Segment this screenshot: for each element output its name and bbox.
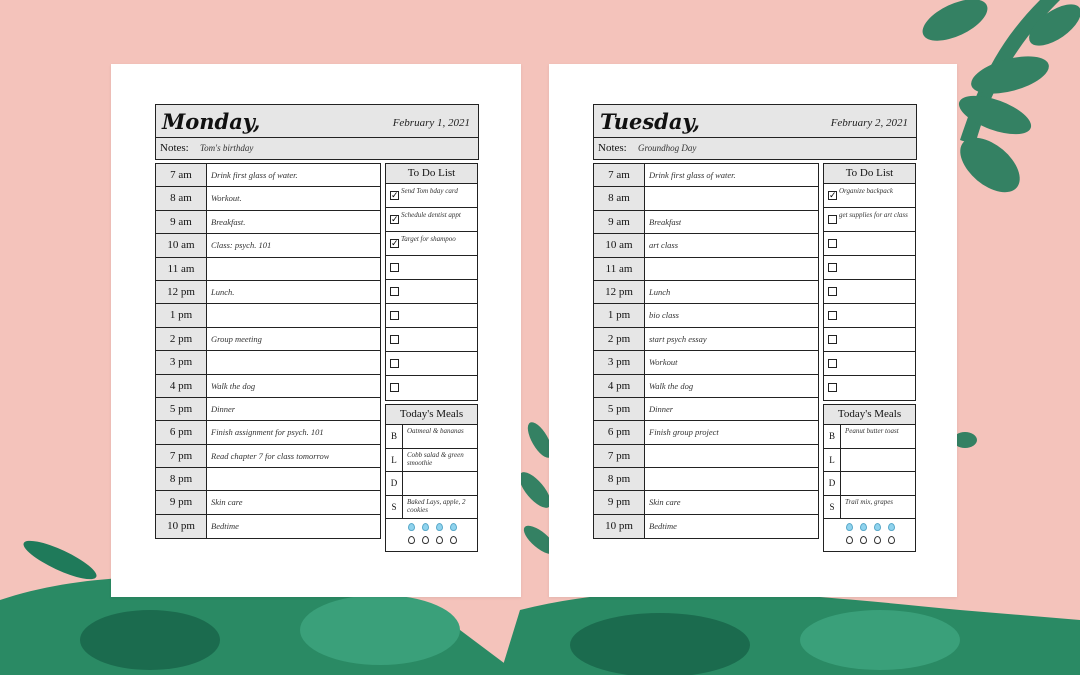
water-drop-icon[interactable] [422,536,429,544]
planner-date: February 2, 2021 [830,117,908,129]
water-tracker [386,519,477,551]
hour-label: 7 am [156,164,207,186]
todo-checkbox[interactable]: ✓ [391,214,399,224]
hour-label: 7 pm [594,445,645,467]
todo-item [824,256,915,280]
hour-label: 11 am [594,258,645,280]
todo-item [824,232,915,256]
hour-task-field[interactable]: Skin care [211,497,243,508]
todo-checkbox[interactable] [828,383,837,392]
hour-task-field[interactable]: Group meeting [211,333,262,344]
hour-task-field[interactable]: Lunch [649,286,671,297]
meal-text[interactable]: Trail mix, grapes [845,497,894,506]
todo-text[interactable]: get supplies for art class [839,211,908,219]
hour-label: 9 pm [594,491,645,513]
hour-label: 10 am [594,234,645,256]
day-title: Tuesday, [600,109,700,134]
hour-label: 3 pm [156,351,207,373]
hour-row [594,234,818,257]
hour-label: 5 pm [594,398,645,420]
hour-label: 8 pm [156,468,207,490]
hour-row [594,281,818,304]
hour-label: 10 pm [594,515,645,538]
todo-item [824,280,915,304]
hour-row [156,258,380,281]
meal-row [386,472,477,496]
hour-task-field[interactable]: Bedtime [211,520,239,531]
meal-letter: B [824,425,841,448]
meal-text[interactable]: Oatmeal & bananas [407,427,464,435]
planner-header [593,104,917,160]
planner-header [155,104,479,160]
hour-label: 9 am [594,211,645,233]
hour-row [594,258,818,281]
todo-text[interactable]: Organize backpack [839,187,893,195]
hour-task-field[interactable]: Class: psych. 101 [211,240,272,251]
hour-task-field[interactable]: Read chapter 7 for class tomorrow [211,450,330,461]
hour-label: 11 am [156,258,207,280]
meal-row [824,472,915,496]
hour-task-field[interactable]: Skin care [649,497,681,508]
water-drop-icon[interactable] [874,536,881,544]
hour-row [156,491,380,514]
meal-letter: B [386,425,403,448]
todo-text[interactable]: Send Tom bday card [401,187,458,195]
todo-item [386,280,477,304]
hour-label: 4 pm [594,375,645,397]
water-drop-icon[interactable] [888,536,895,544]
hour-row [156,211,380,234]
todo-item [386,376,477,400]
hour-label: 6 pm [594,421,645,443]
hour-label: 9 am [156,211,207,233]
todo-item [386,208,477,232]
water-drop-icon[interactable] [874,523,881,531]
hour-task-field[interactable]: Walk the dog [211,380,256,391]
todo-list [823,163,916,401]
hour-row [156,515,380,538]
todo-item [386,352,477,376]
meal-text[interactable]: Cobb salad & green smoothie [407,450,464,467]
hour-row [594,491,818,514]
todays-meals [385,404,478,552]
hourly-schedule [593,163,819,539]
meal-text[interactable]: Baked Lays, apple, 2 cookies [407,497,466,514]
daily-planner-monday [155,104,479,554]
todays-meals [823,404,916,552]
todo-checkbox[interactable] [828,239,837,248]
hour-label: 7 pm [156,445,207,467]
hour-task-field[interactable] [645,258,649,280]
hour-label: 7 am [594,164,645,186]
hour-row [156,187,380,210]
hourly-schedule [155,163,381,539]
hour-row [594,398,818,421]
water-drop-icon[interactable] [846,523,853,531]
hour-task-field[interactable]: Dinner [649,403,674,414]
meal-text[interactable] [841,472,847,495]
todo-list [385,163,478,401]
todo-checkbox[interactable] [390,359,399,368]
hour-task-field[interactable] [207,258,211,280]
water-drop-icon[interactable] [860,523,867,531]
hour-task-field[interactable] [207,468,211,490]
water-drop-icon[interactable] [450,536,457,544]
todo-item [824,208,915,232]
hour-row [594,421,818,444]
todo-checkbox[interactable]: ✓ [829,190,837,200]
notes-label: Notes: [160,142,189,154]
planner-sheet-tuesday [549,64,957,597]
meal-row [386,425,477,449]
hour-task-field[interactable] [645,187,649,209]
meal-row [824,496,915,520]
hour-label: 2 pm [594,328,645,350]
hour-task-field[interactable]: Drink first glass of water. [649,170,736,180]
hour-row [156,445,380,468]
water-drop-icon[interactable] [846,536,853,544]
todo-item [386,304,477,328]
notes-value: Groundhog Day [638,143,697,153]
hour-task-field[interactable]: bio class [649,310,679,321]
planner-date: February 1, 2021 [392,117,470,129]
todo-item [824,352,915,376]
todo-checkbox[interactable] [828,263,837,272]
meal-text[interactable]: Peanut butter toast [845,427,899,435]
meal-text[interactable] [403,472,409,495]
meal-letter: L [386,449,403,472]
hour-label: 9 pm [156,491,207,513]
hour-row [156,468,380,491]
water-drop-icon[interactable] [888,523,895,531]
hour-task-field[interactable]: Workout. [211,193,242,204]
planner-sheet-monday [111,64,521,597]
hour-task-field[interactable] [645,468,649,490]
hour-label: 4 pm [156,375,207,397]
todo-item [824,304,915,328]
day-title: Monday, [162,109,261,134]
hour-label: 8 am [156,187,207,209]
water-drop-icon[interactable] [422,523,429,531]
todo-checkbox[interactable] [390,263,399,272]
todo-checkbox[interactable] [828,359,837,368]
hour-task-field[interactable] [207,304,211,326]
hour-task-field[interactable]: Finish assignment for psych. 101 [211,427,324,438]
hour-row [594,445,818,468]
meal-letter: D [824,472,841,495]
meal-letter: D [386,472,403,495]
water-drop-icon[interactable] [408,523,415,531]
meal-row [386,496,477,520]
hour-row [156,304,380,327]
hour-task-field[interactable]: start psych essay [649,333,707,344]
hour-label: 1 pm [594,304,645,326]
todo-checkbox[interactable]: ✓ [391,190,399,200]
hour-row [594,211,818,234]
todo-text[interactable]: Target for shampoo [401,235,456,243]
todo-checkbox[interactable] [828,215,837,224]
hour-label: 3 pm [594,351,645,373]
hour-task-field[interactable]: Breakfast. [211,216,246,227]
hour-task-field[interactable]: Dinner [211,403,236,414]
hour-task-field[interactable] [207,351,211,373]
hour-row [156,164,380,187]
todo-checkbox[interactable] [828,311,837,320]
water-drop-icon[interactable] [436,536,443,544]
water-drop-icon[interactable] [436,523,443,531]
todo-item [824,376,915,400]
hour-row [594,375,818,398]
hour-task-field[interactable]: Lunch. [211,286,235,297]
hour-task-field[interactable]: Drink first glass of water. [211,170,298,180]
todo-checkbox[interactable] [390,311,399,320]
water-drop-icon[interactable] [860,536,867,544]
hour-row [156,421,380,444]
hour-label: 1 pm [156,304,207,326]
water-drop-icon[interactable] [408,536,415,544]
meal-letter: L [824,449,841,472]
todo-item [386,328,477,352]
hour-row [156,375,380,398]
todo-item [824,328,915,352]
todo-checkbox[interactable] [828,335,837,344]
hour-label: 6 pm [156,421,207,443]
todo-item [386,256,477,280]
meal-text[interactable] [841,449,847,472]
hour-row [156,281,380,304]
hour-row [594,515,818,538]
notes-row [156,137,478,159]
meal-letter: S [824,496,841,519]
meals-title: Today's Meals [386,405,477,425]
hour-label: 10 am [156,234,207,256]
todo-checkbox[interactable] [390,383,399,392]
todo-item [386,184,477,208]
hour-row [156,351,380,374]
hour-task-field[interactable]: Bedtime [649,520,677,531]
water-tracker [824,519,915,551]
todo-list-title: To Do List [824,164,915,184]
hour-task-field[interactable] [645,445,649,467]
hour-row [594,328,818,351]
meal-letter: S [386,496,403,519]
hour-label: 10 pm [156,515,207,538]
hour-row [156,398,380,421]
todo-checkbox[interactable] [390,335,399,344]
hour-label: 8 pm [594,468,645,490]
todo-item [386,232,477,256]
hour-task-field[interactable]: Walk the dog [649,380,694,391]
hour-label: 12 pm [156,281,207,303]
hour-row [594,187,818,210]
todo-checkbox[interactable] [390,287,399,296]
todo-text[interactable]: Schedule dentist appt [401,211,461,219]
hour-task-field[interactable]: Workout [649,357,678,368]
notes-value: Tom's birthday [200,143,254,153]
hour-row [594,304,818,327]
hour-label: 8 am [594,187,645,209]
meals-title: Today's Meals [824,405,915,425]
hour-row [156,234,380,257]
todo-list-title: To Do List [386,164,477,184]
hour-row [594,164,818,187]
hour-task-field[interactable]: art class [649,240,679,251]
daily-planner-tuesday [593,104,917,554]
hour-label: 12 pm [594,281,645,303]
todo-checkbox[interactable]: ✓ [391,238,399,248]
hour-label: 5 pm [156,398,207,420]
hour-row [156,328,380,351]
hour-task-field[interactable]: Finish group project [649,427,719,438]
notes-row [594,137,916,159]
hour-label: 2 pm [156,328,207,350]
hour-row [594,468,818,491]
meal-row [824,449,915,473]
hour-task-field[interactable]: Breakfast [649,216,682,227]
water-drop-icon[interactable] [450,523,457,531]
meal-row [824,425,915,449]
hour-row [594,351,818,374]
todo-checkbox[interactable] [828,287,837,296]
meal-row [386,449,477,473]
todo-item [824,184,915,208]
notes-label: Notes: [598,142,627,154]
